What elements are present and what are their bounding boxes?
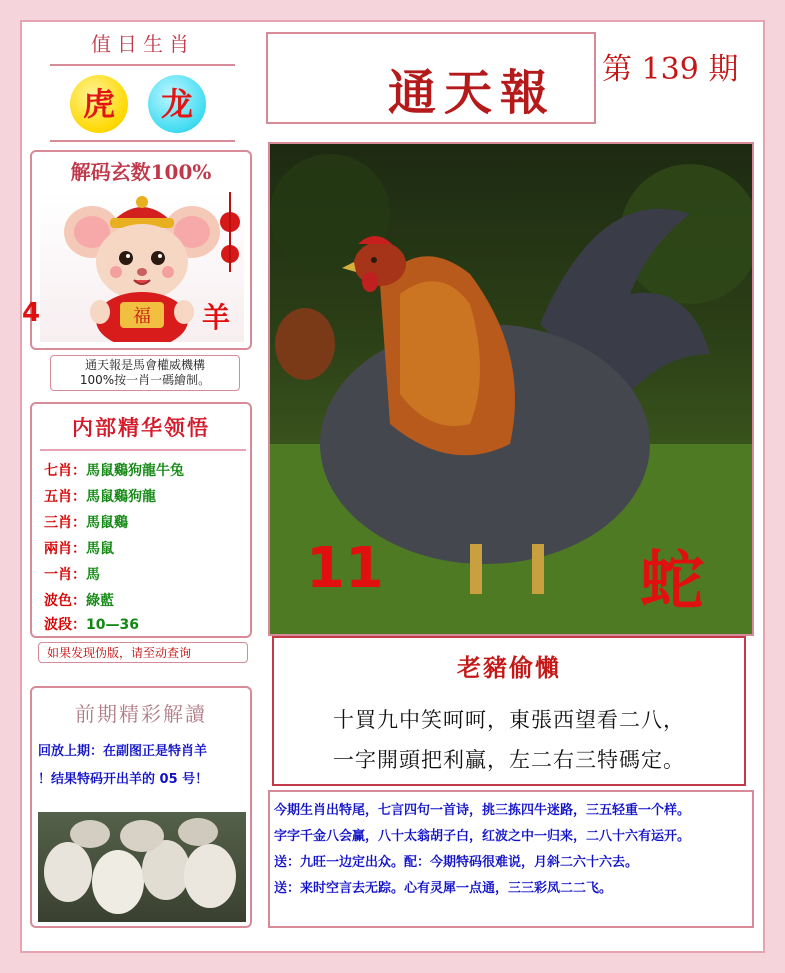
svg-text:福: 福 bbox=[133, 306, 151, 327]
pick-row bbox=[44, 512, 128, 532]
pick-value: 馬鼠 bbox=[86, 541, 114, 557]
pick-label: 一肖： bbox=[44, 567, 86, 583]
previous-issue-panel bbox=[30, 686, 252, 928]
divider bbox=[50, 140, 235, 142]
pick-row bbox=[44, 486, 156, 506]
hint-line: 送：来时空言去无踪。心有灵犀一点通，三三彩凤二二飞。 bbox=[274, 881, 613, 896]
pick-value: 馬鼠鷄 bbox=[86, 515, 128, 531]
zodiac-badge-tiger: 虎 bbox=[70, 75, 128, 133]
special-number: 11 bbox=[306, 536, 384, 601]
previous-issue-text: ！结果特码开出羊的 05 号！ bbox=[38, 772, 209, 787]
sheep-photo bbox=[38, 812, 246, 922]
pick-value: 馬鼠鷄狗龍 bbox=[86, 489, 156, 505]
poem-line: 十買九中笑呵呵，東張西望看二八， bbox=[333, 708, 685, 732]
hint-line: 字字千金八会赢，八十太翁胡子白，红波之中一归来，二八十六有运开。 bbox=[274, 829, 691, 844]
counterfeit-notice: 如果发现伪版，请至动查询 bbox=[38, 642, 248, 663]
pick-row bbox=[44, 564, 100, 584]
previous-issue-title: 前期精彩解讀 bbox=[75, 702, 207, 726]
pick-label: 五肖： bbox=[44, 489, 86, 505]
pick-value: 馬 bbox=[86, 567, 100, 583]
pick-value: 10—36 bbox=[86, 617, 139, 633]
decode-title: 解码玄数100% bbox=[70, 160, 212, 184]
masthead-title: 通天報 bbox=[388, 65, 557, 121]
zodiac-of-day-title: 值日生肖 bbox=[91, 32, 195, 56]
poem-panel bbox=[272, 636, 746, 786]
hint-line: 送：九旺一边定出众。配：今期特码很难说，月斜二六十六去。 bbox=[274, 855, 639, 870]
authority-notice bbox=[50, 355, 240, 391]
pick-row bbox=[44, 538, 114, 558]
internal-picks-title: 内部精华领悟 bbox=[72, 415, 210, 440]
special-zodiac: 蛇 bbox=[640, 544, 704, 619]
internal-picks-panel bbox=[30, 402, 252, 638]
authority-notice-line: 100%按一肖一碼繪制。 bbox=[79, 373, 211, 387]
pick-label: 三肖： bbox=[44, 515, 86, 531]
pick-label: 波段： bbox=[44, 617, 86, 633]
divider bbox=[50, 64, 235, 66]
hint-line: 今期生肖出特尾，七言四句一首诗，挑三拣四牛迷路，三五轻重一个样。 bbox=[274, 803, 691, 818]
divider bbox=[40, 449, 246, 451]
pick-row bbox=[44, 460, 184, 480]
hints-panel bbox=[268, 790, 754, 928]
issue-number: 第 139 期 bbox=[602, 52, 739, 87]
pick-value: 綠藍 bbox=[86, 593, 114, 609]
pick-label: 七肖： bbox=[44, 463, 86, 479]
zodiac-badge-dragon: 龙 bbox=[148, 75, 206, 133]
poem-title: 老豬偷懶 bbox=[457, 653, 561, 682]
pick-row bbox=[44, 590, 114, 610]
decode-zodiac: 羊 bbox=[202, 301, 231, 334]
decode-number: 4 bbox=[22, 298, 41, 328]
pick-row bbox=[44, 614, 139, 634]
authority-notice-line: 通天報是馬會權威機構 bbox=[84, 358, 205, 372]
pick-label: 兩肖： bbox=[44, 541, 86, 557]
masthead bbox=[266, 32, 596, 124]
poem-line: 一字開頭把利贏，左二右三特碼定。 bbox=[333, 748, 685, 772]
previous-issue-text: 回放上期：在副图正是特肖羊 bbox=[38, 744, 208, 759]
pick-label: 波色： bbox=[44, 593, 86, 609]
pick-value: 馬鼠鷄狗龍牛兔 bbox=[86, 463, 184, 479]
